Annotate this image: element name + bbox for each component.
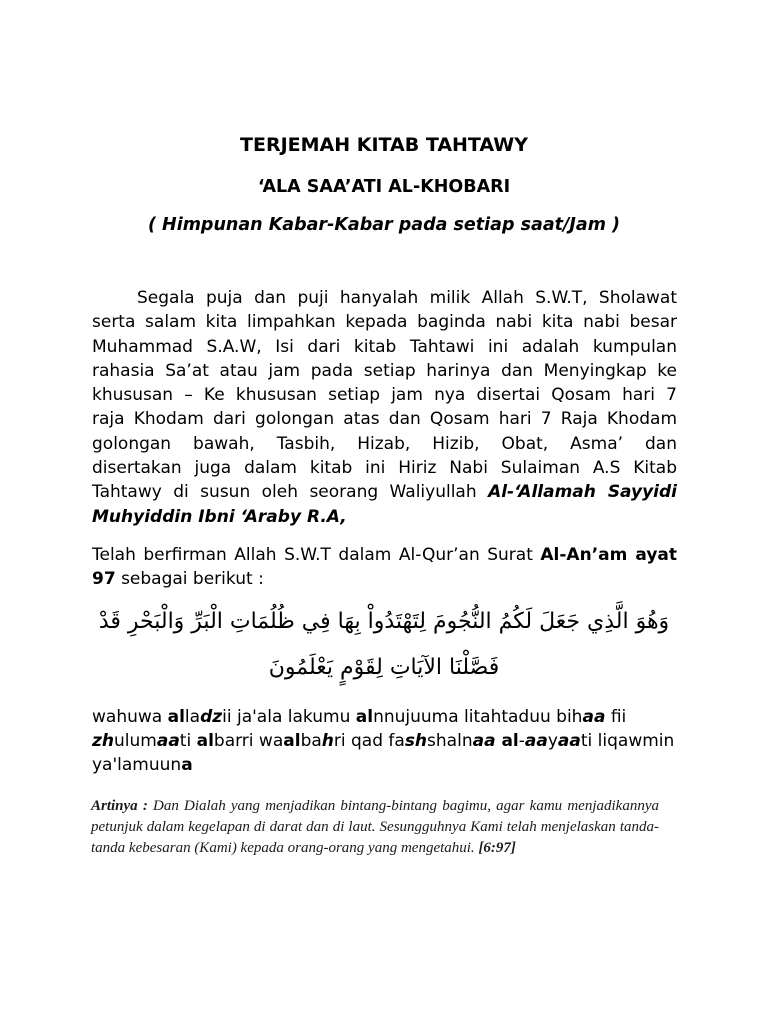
italic-text: petunjuk dalam kegelapan di darat dan di laut. Sesungguhnya Kami telah menjelaskan tanda- bbox=[91, 819, 659, 835]
bold-italic-text: aa bbox=[582, 707, 606, 727]
paragraph-line bbox=[92, 407, 677, 431]
text-run: khususan – Ke khususan setiap jam nya disertai Qosam hari 7 bbox=[92, 385, 677, 406]
text-run: Telah berfirman Allah S.W.T dalam Al-Qur’an Surat bbox=[92, 545, 541, 565]
text-run: fii bbox=[605, 707, 627, 727]
text-run: golongan bawah, Tasbih, Hizab, Hizib, Obat, Asma’ dan bbox=[92, 433, 677, 454]
text-run: raja Khodam dari golongan atas dan Qosam hari 7 Raja Khodam bbox=[92, 409, 677, 430]
paragraph-line bbox=[92, 480, 677, 504]
text-run: ba bbox=[300, 731, 322, 751]
text-run: rahasia Sa’at atau jam pada setiap harinya dan Menyingkap ke bbox=[92, 360, 677, 381]
bold-text: 97 bbox=[92, 569, 116, 589]
bold-italic-text: aa bbox=[524, 731, 548, 751]
text-run: serta salam kita limpahkan kepada baginda nabi kita nabi besar bbox=[92, 312, 677, 333]
text-run: shaln bbox=[427, 731, 473, 751]
bold-text: al bbox=[495, 731, 519, 751]
bold-text: a bbox=[181, 755, 193, 775]
text-run: Tahtawy di susun oleh seorang Waliyullah bbox=[92, 482, 489, 503]
paragraph-line bbox=[92, 310, 677, 334]
text-run: ii ja'ala lakumu bbox=[222, 707, 356, 727]
paragraph-line bbox=[92, 359, 677, 383]
bold-text: al bbox=[355, 707, 374, 727]
transliteration bbox=[92, 705, 677, 777]
paragraph-line bbox=[92, 505, 677, 529]
text-run: wahuwa bbox=[92, 707, 168, 727]
verse-intro-paragraph bbox=[92, 543, 677, 591]
bold-italic-text: [6:97] bbox=[478, 840, 516, 856]
bold-italic-text: Artinya : bbox=[91, 798, 148, 814]
translation-line bbox=[91, 838, 659, 859]
bold-italic-text: aa bbox=[156, 731, 180, 751]
italic-text: tanda kebesaran (Kami) kepada orang-orang yang mengetahui. bbox=[91, 840, 479, 856]
document-subtitle: ‘ALA SAA’ATI AL-KHOBARI bbox=[257, 177, 511, 197]
text-run: nnujuuma litahtaduu bih bbox=[373, 707, 583, 727]
bold-italic-text: aa bbox=[557, 731, 581, 751]
translation-line bbox=[91, 796, 659, 817]
bold-text: al bbox=[283, 731, 301, 751]
text-run: - bbox=[518, 731, 525, 751]
bold-text: al bbox=[196, 731, 214, 751]
transliteration-line bbox=[92, 705, 677, 729]
text-run: ti liqawmin bbox=[580, 731, 675, 751]
text-run: sebagai berikut : bbox=[115, 569, 264, 589]
bold-italic-text: dz bbox=[200, 707, 223, 727]
bold-text: al bbox=[167, 707, 185, 727]
italic-text: Dan Dialah yang menjadikan bintang-bintang bagimu, agar kamu menjadikannya bbox=[147, 798, 659, 814]
text-run: ti bbox=[179, 731, 197, 751]
text-run: ya'lamuun bbox=[92, 755, 182, 775]
transliteration-line bbox=[92, 729, 677, 753]
arabic-verse-line: فَصَّلْنَا الآيَاتِ لِقَوْمٍ يَعْلَمُونَ bbox=[268, 655, 500, 680]
paragraph-line bbox=[92, 335, 677, 359]
text-run: ulum bbox=[114, 731, 157, 751]
text-run: y bbox=[547, 731, 558, 751]
bold-text: Al-An’am ayat bbox=[540, 545, 677, 565]
bold-italic-text: h bbox=[321, 731, 334, 751]
translation bbox=[91, 796, 659, 859]
paragraph-line bbox=[92, 432, 677, 456]
transliteration-line bbox=[92, 753, 677, 777]
text-run: Segala puja dan puji hanyalah milik Allah S.W.T, Sholawat bbox=[137, 288, 677, 308]
text-run: barri wa bbox=[213, 731, 284, 751]
text-run: Muhammad S.A.W, Isi dari kitab Tahtawi ini adalah kumpulan bbox=[92, 336, 677, 357]
intro-paragraph bbox=[92, 286, 677, 529]
text-run: disertakan juga dalam kitab ini Hiriz Nabi Sulaiman A.S Kitab bbox=[92, 458, 677, 479]
bold-italic-text: zh bbox=[92, 731, 114, 751]
paragraph-line bbox=[92, 456, 677, 480]
translation-line bbox=[91, 817, 659, 838]
text-run: la bbox=[184, 707, 201, 727]
document-tagline: ( Himpunan Kabar-Kabar pada setiap saat/Jam ) bbox=[147, 215, 621, 235]
bold-italic-text: aa bbox=[472, 731, 496, 751]
paragraph-line bbox=[92, 286, 677, 310]
bold-italic-text: sh bbox=[404, 731, 428, 751]
arabic-verse bbox=[0, 599, 768, 691]
paragraph-line bbox=[92, 383, 677, 407]
document-title: TERJEMAH KITAB TAHTAWY bbox=[240, 134, 528, 156]
paragraph-line bbox=[92, 567, 677, 591]
arabic-verse-line: وَهُوَ الَّذِي جَعَلَ لَكُمُ النُّجُومَ لِتَهْتَدُواْ بِهَا فِي ظُلُمَاتِ الْبَرِّ وَالْبَحْرِ قَدْ bbox=[98, 609, 670, 634]
bold-italic-text: Al-‘Allamah Sayyidi bbox=[488, 482, 677, 503]
paragraph-line bbox=[92, 543, 677, 567]
bold-italic-text: Muhyiddin Ibni ‘Araby R.A, bbox=[92, 506, 347, 527]
text-run: ri qad fa bbox=[333, 731, 405, 751]
